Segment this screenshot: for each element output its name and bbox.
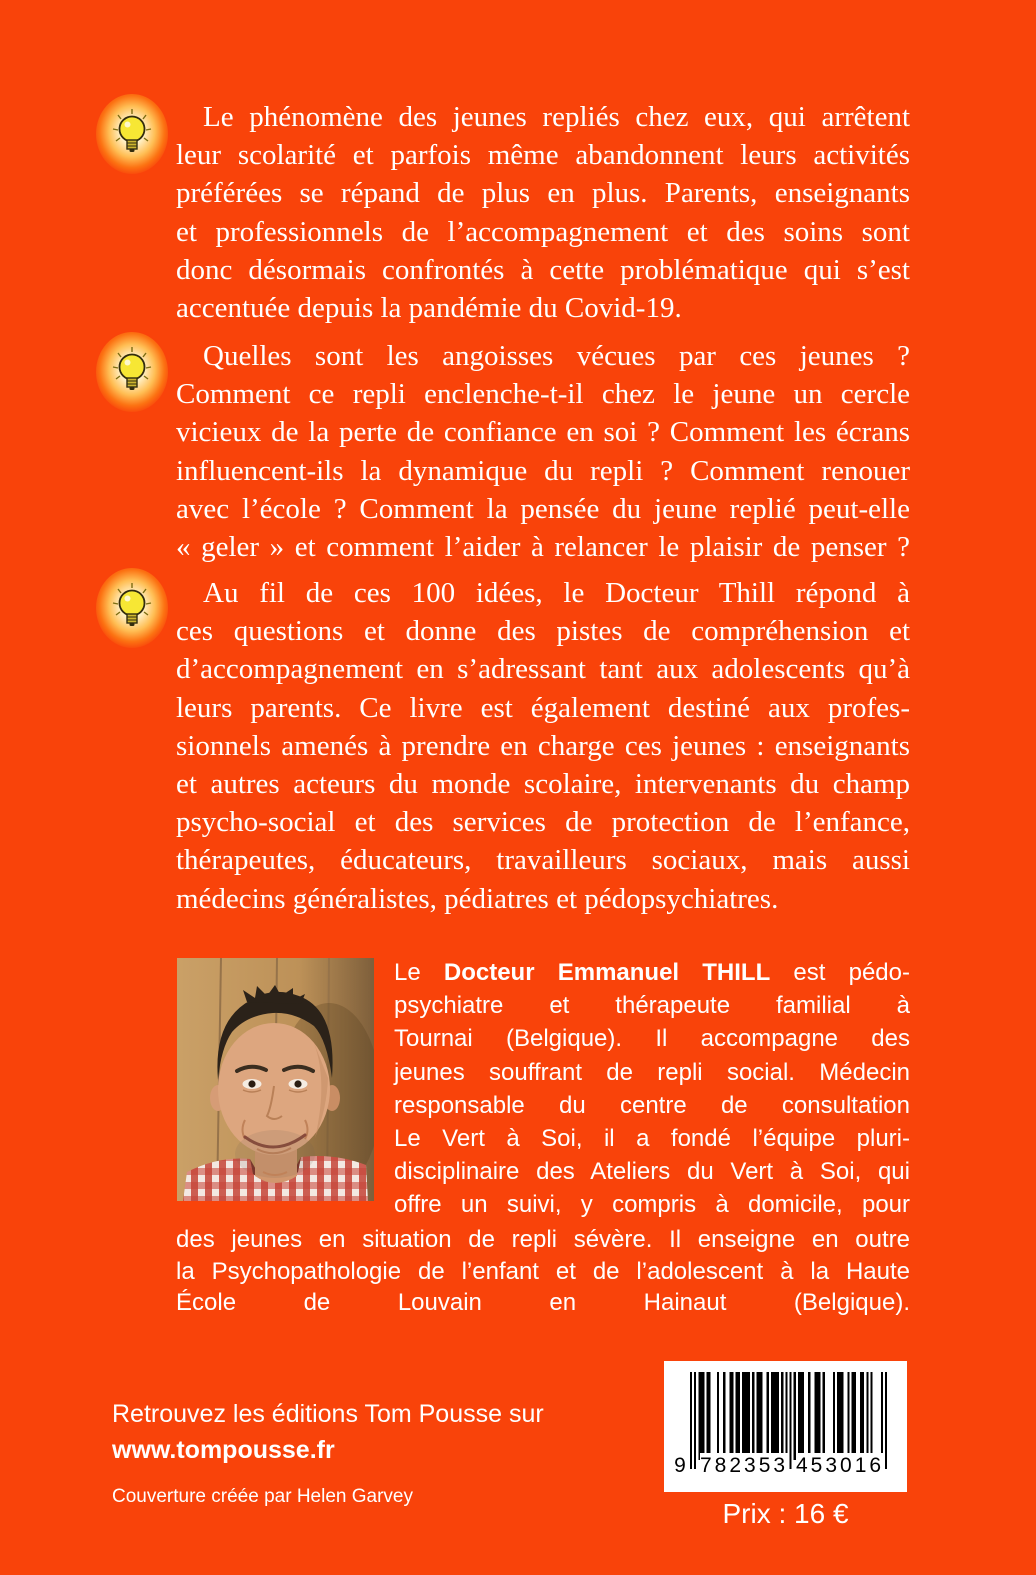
text-line: leurs parents. Ce livre est également destiné aux profes- <box>176 691 910 724</box>
text-line: la Psychopathologie de l’enfant et de l’adolescent à la Haute <box>176 1257 910 1285</box>
author-bio-continued <box>176 1224 910 1319</box>
text-line: École de Louvain en Hainaut (Belgique). <box>176 1289 910 1316</box>
text-line: des jeunes en situation de repli sévère. Il enseigne en outre <box>176 1226 910 1253</box>
text-line: responsable du centre de consultation <box>394 1091 910 1119</box>
text-line: psychiatre et thérapeute familial à <box>394 992 910 1020</box>
barcode <box>664 1361 907 1492</box>
text-line: sionnels amenés à prendre en charge ces jeunes : enseignants <box>176 729 910 762</box>
author-name: Docteur Emmanuel THILL <box>443 959 771 986</box>
text-line: psycho-social et des services de protection de l’enfance, <box>176 806 910 839</box>
synopsis-paragraph-2 <box>176 337 910 566</box>
text-line: médecins généralistes, pédiatres et pédopsychiatres. <box>176 882 779 915</box>
text-line: offre un suivi, y compris à domicile, pour <box>394 1191 910 1219</box>
barcode-digit-left: 9 <box>674 1454 686 1477</box>
text-line: « geler » et comment l’aider à relancer le plaisir de penser ? <box>176 531 910 564</box>
bio-prefix: Le <box>394 959 444 986</box>
author-bio <box>394 956 910 1222</box>
price-label: Prix : 16 € <box>722 1498 849 1529</box>
text-line: avec l’école ? Comment la pensée du jeune replié peut-elle <box>176 492 910 525</box>
text-line: préférées se répand de plus en plus. Parents, enseignants <box>176 177 910 210</box>
website-url: www.tompousse.fr <box>112 1436 335 1464</box>
text-line: accentuée depuis la pandémie du Covid-19. <box>176 292 682 325</box>
cover-credit: Couverture créée par Helen Garvey <box>112 1486 413 1507</box>
text-line: Au fil de ces 100 idées, le Docteur Thill répond à <box>203 577 910 609</box>
synopsis-paragraph-3 <box>176 574 910 918</box>
barcode-number-group2: 453016 <box>796 1454 885 1477</box>
text-line: et professionnels de l’accompagnement et des soins sont <box>176 215 910 248</box>
text-line: disciplinaire des Ateliers du Vert à Soi, qui <box>394 1158 910 1186</box>
text-line: Comment ce repli enclenche-t-il chez le jeune un cercle <box>176 378 910 411</box>
text-line: d’accompagnement en s’adressant tant aux adolescents qu’à <box>176 653 910 686</box>
author-photo <box>177 958 374 1201</box>
text-line: thérapeutes, éducateurs, travailleurs sociaux, mais aussi <box>176 844 910 877</box>
text-line: donc désormais confrontés à cette problématique qui s’est <box>176 253 910 286</box>
text-line: jeunes souffrant de repli social. Médecin <box>394 1058 910 1086</box>
text-line: Tournai (Belgique). Il accompagne des <box>394 1025 910 1053</box>
publisher-promo-text: Retrouvez les éditions Tom Pousse sur <box>112 1400 544 1428</box>
lightbulb-icon <box>95 93 169 175</box>
text-line: leur scolarité et parfois même abandonnent leurs activités <box>176 139 910 172</box>
lightbulb-icon <box>95 331 169 413</box>
synopsis-paragraph-1 <box>176 98 910 327</box>
text-line <box>394 956 910 989</box>
bio-suffix: est pédo- <box>770 959 910 986</box>
text-line: Le Vert à Soi, il a fondé l’équipe pluri- <box>394 1125 910 1153</box>
lightbulb-icon <box>95 567 169 649</box>
text-line: ces questions et donne des pistes de compréhension et <box>176 615 910 648</box>
text-line: Le phénomène des jeunes repliés chez eux, qui arrêtent <box>203 101 910 133</box>
text-line: Quelles sont les angoisses vécues par ces jeunes ? <box>203 340 910 372</box>
barcode-number-group1: 782353 <box>700 1454 789 1477</box>
text-line: vicieux de la perte de confiance en soi ? Comment les écrans <box>176 416 910 449</box>
text-line: et autres acteurs du monde scolaire, intervenants du champ <box>176 768 910 801</box>
text-line: influencent-ils la dynamique du repli ? Comment renouer <box>176 454 910 487</box>
